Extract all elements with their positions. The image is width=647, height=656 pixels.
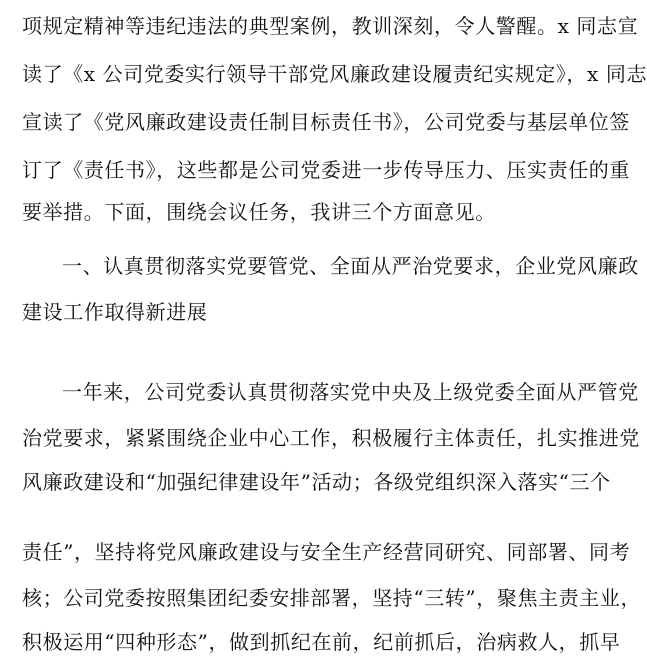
paragraph-1-line: 订了《责任书》，这些都是公司党委进一步传导压力、压实责任的重 (22, 158, 630, 182)
paragraph-1-line: 读了《x 公司党委实行领导干部党风廉政建设履责纪实规定》，x 同志 (22, 62, 647, 86)
paragraph-2-line: 治党要求，紧紧围绕企业中心工作，积极履行主体责任，扎实推进党 (22, 426, 640, 450)
paragraph-2-line: 一年来，公司党委认真贯彻落实党中央及上级党委全面从严管党 (62, 380, 639, 404)
paragraph-1-line: 要举措。下面，围绕会议任务，我讲三个方面意见。 (22, 200, 496, 224)
paragraph-2-line: 风廉政建设和“加强纪律建设年”活动；各级党组织深入落实“三个 (22, 470, 611, 494)
paragraph-2-line: 积极运用“四种形态”，做到抓纪在前，纪前抓后，治病救人，抓早 (22, 630, 621, 654)
paragraph-2-line: 核；公司党委按照集团纪委安排部署，坚持“三转”，聚焦主责主业， (22, 586, 642, 610)
section-heading-line: 一、认真贯彻落实党要管党、全面从严治党要求，企业党风廉政 (62, 254, 639, 278)
paragraph-1-line: 宣读了《党风廉政建设责任制目标责任书》，公司党委与基层单位签 (22, 110, 630, 134)
section-heading-line: 建设工作取得新进展 (22, 300, 208, 324)
paragraph-1-line: 项规定精神等违纪违法的典型案例，教训深刻，令人警醒。x 同志宣 (22, 14, 639, 38)
paragraph-2-line: 责任”，坚持将党风廉政建设与安全生产经营同研究、同部署、同考 (22, 540, 631, 564)
